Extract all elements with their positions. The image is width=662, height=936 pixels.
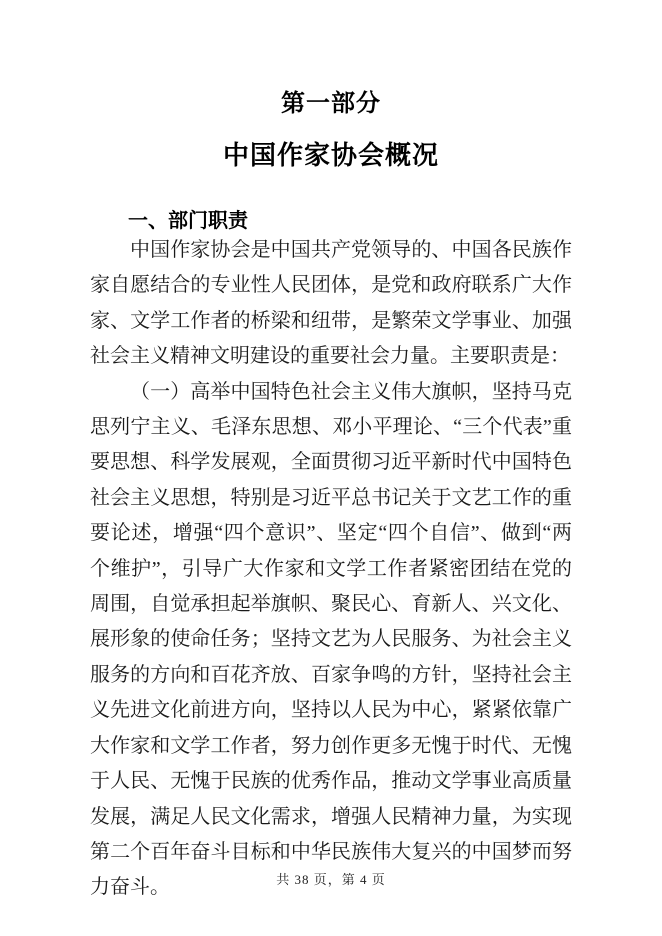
page-footer: 共 38 页，第 4 页: [276, 872, 386, 887]
chapter-title: 中国作家协会概况: [222, 141, 439, 170]
body-text: [90, 233, 572, 906]
body-paragraph-1: 中国作家协会是中国共产党领导的、中国各民族作家自愿结合的专业性人民团体，是党和政府联系广大作家、文学工作者的桥梁和纽带，是繁荣文学事业、加强社会主义精神文明建设的重要社会力量。主要职责是：: [90, 239, 572, 368]
body-paragraph-2: （一）高举中国特色社会主义伟大旗帜，坚持马克思列宁主义、毛泽东思想、邓小平理论、“三个代表”重要思想、科学发展观，全面贯彻习近平新时代中国特色社会主义思想，特别是习近平总书记关于文艺工作的重要论述，增强“四个意识”、坚定“四个自信”、做到“两个维护”，引导广大作家和文学工作者紧密团结在党的周围，自觉承担起举旗帜、聚民心、育新人、兴文化、展形象的使命任务；坚持文艺为人民服务、为社会主义服务的方向和百花齐放、百家争鸣的方针，坚持社会主义先进文化前进方向，坚持以人民为中心，紧紧依靠广大作家和文学工作者，努力创作更多无愧于时代、无愧于人民、无愧于民族的优秀作品，推动文学事业高质量发展，满足人民文化需求，增强人民精神力量，为实现第二个百年奋斗目标和中华民族伟大复兴的中国梦而努力奋斗。: [90, 380, 572, 899]
section-heading: 一、部门职责: [128, 210, 248, 232]
part-title: 第一部分: [281, 91, 381, 117]
